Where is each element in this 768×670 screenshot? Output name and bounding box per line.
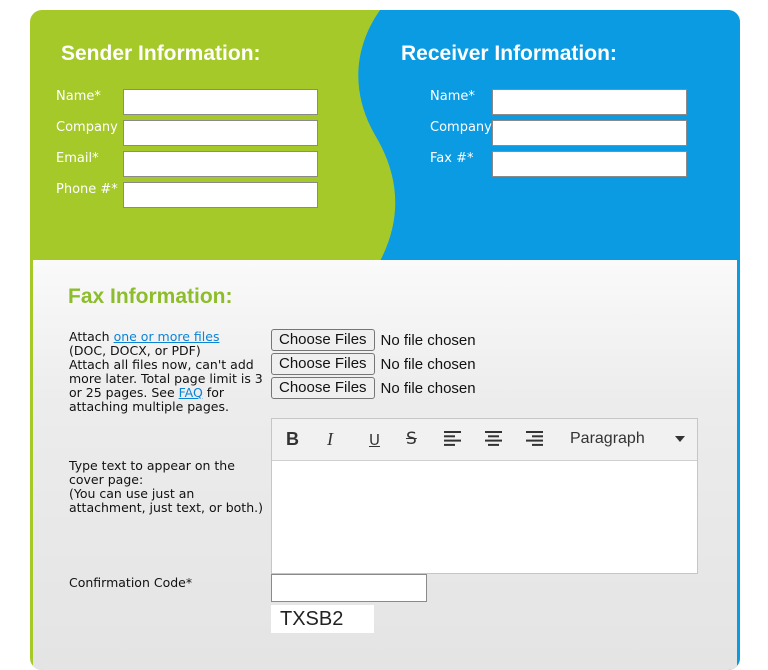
attach-line-4: more later. Total page limit is 3 <box>69 371 263 386</box>
underline-icon[interactable]: U <box>369 431 380 449</box>
cover-text-label <box>69 459 274 515</box>
file-input-1[interactable] <box>271 329 476 351</box>
sender-name-label: Name* <box>56 89 101 104</box>
sender-phone-input[interactable] <box>123 182 318 208</box>
fax-title: Fax Information: <box>68 285 233 308</box>
sender-email-label: Email* <box>56 151 99 166</box>
choose-files-button-2[interactable]: Choose Files <box>271 353 375 375</box>
receiver-company-input[interactable] <box>492 120 687 146</box>
align-left-icon[interactable] <box>444 431 461 446</box>
file-status-2: No file chosen <box>380 355 476 373</box>
file-input-3[interactable] <box>271 377 476 399</box>
cover-label-line-1: Type text to appear on the <box>69 458 235 473</box>
receiver-name-input[interactable] <box>492 89 687 115</box>
receiver-fax-label: Fax #* <box>430 151 474 166</box>
attach-line-5-suffix: for <box>202 385 224 400</box>
faq-link[interactable]: FAQ <box>178 385 203 400</box>
captcha-code: TXSB2 <box>271 605 374 633</box>
attach-prefix: Attach <box>69 329 114 344</box>
attach-line-3: Attach all files now, can't add <box>69 357 254 372</box>
cover-text-editor <box>271 418 698 574</box>
cover-label-line-3: (You can use just an <box>69 486 195 501</box>
attach-line-5: or 25 pages. See <box>69 385 179 400</box>
attach-line-2: (DOC, DOCX, or PDF) <box>69 343 201 358</box>
receiver-company-label: Company <box>430 120 492 135</box>
attach-line-6: attaching multiple pages. <box>69 399 229 414</box>
sender-company-input[interactable] <box>123 120 318 146</box>
receiver-title: Receiver Information: <box>401 42 617 65</box>
editor-toolbar <box>272 419 697 461</box>
block-format-select[interactable]: Paragraph <box>570 430 645 447</box>
file-status-3: No file chosen <box>380 379 476 397</box>
align-center-icon[interactable] <box>485 431 502 446</box>
sender-company-label: Company <box>56 120 118 135</box>
cover-label-line-2: cover page: <box>69 472 144 487</box>
receiver-name-label: Name* <box>430 89 475 104</box>
choose-files-button-1[interactable]: Choose Files <box>271 329 375 351</box>
choose-files-button-3[interactable]: Choose Files <box>271 377 375 399</box>
sender-title: Sender Information: <box>61 42 261 65</box>
sender-phone-label: Phone #* <box>56 182 118 197</box>
confirmation-code-label: Confirmation Code* <box>69 575 193 590</box>
file-status-1: No file chosen <box>380 331 476 349</box>
receiver-fax-input[interactable] <box>492 151 687 177</box>
attach-instructions <box>69 330 269 414</box>
fax-form-card <box>30 10 740 670</box>
fax-information-panel <box>33 260 737 670</box>
sender-name-input[interactable] <box>123 89 318 115</box>
files-help-link[interactable]: one or more files <box>113 329 220 344</box>
chevron-down-icon[interactable] <box>675 436 685 442</box>
cover-label-line-4: attachment, just text, or both.) <box>69 500 263 515</box>
editor-content-area[interactable] <box>272 461 697 574</box>
align-right-icon[interactable] <box>526 431 543 446</box>
strikethrough-icon[interactable]: S <box>406 429 417 449</box>
italic-icon[interactable]: I <box>327 429 333 449</box>
sender-email-input[interactable] <box>123 151 318 177</box>
confirmation-code-input[interactable] <box>271 574 427 602</box>
bold-icon[interactable]: B <box>286 429 299 449</box>
file-input-2[interactable] <box>271 353 476 375</box>
